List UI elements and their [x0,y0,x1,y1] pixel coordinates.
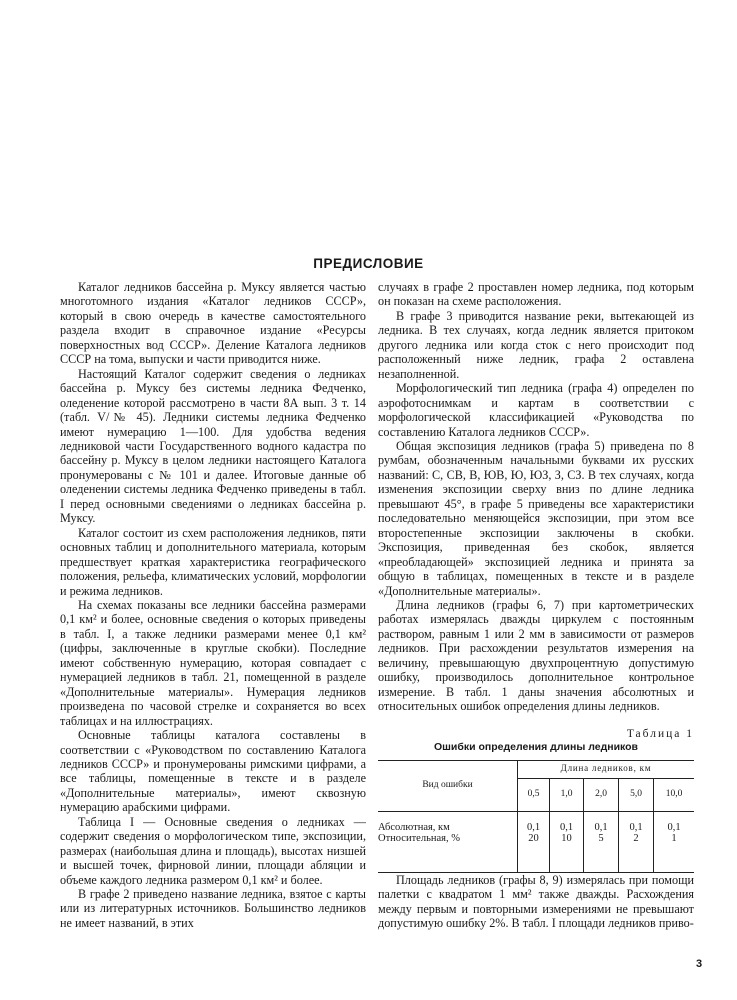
paragraph: В графе 3 приводится название реки, вытекающей из ледника. В тех случаях, когда ледник является притоком другого ледника или когда сток с него происходит под расположенный ниже ледник, графа 2 оставлена незаполненной. [378,308,694,381]
left-column [60,280,366,930]
value-relative: 2 [633,833,639,845]
value-relative: 20 [528,833,539,845]
paragraph: Общая экспозиция ледников (графа 5) приведена по 8 румбам, обозначенным начальными буквами их русских названий: С, СВ, В, ЮВ, Ю, ЮЗ, З, СЗ. В тех случаях, когда изменения экспозиции сверху вниз по длине ледника превышают 45°, в графе 5 приведены все характеристики последовательно меняющейся экспозиции, при этом все второстепенные экспозиции заключены в скобки. Экспозиция, приведенная без скобок, является «преобладающей» экспозицией ледника и принята за общую в таблицах, помещенных в тексте и в разделе «Дополнительные материалы». [378,438,694,598]
value-relative: 10 [561,833,572,845]
value-absolute: 0,1 [667,821,681,833]
table-cell [654,811,695,872]
value-relative: 5 [598,833,604,845]
paragraph: Морфологический тип ледника (графа 4) определен по аэрофотоснимкам и картам в соответствии с морфологической классификацией «Руководства по составлению Каталога ледников СССР». [378,381,694,439]
paragraph: Длина ледников (графы 6, 7) при картометрических работах измерялась дважды циркулем с постоянным раствором, равным 1 или 2 мм в зависимости от размеров ледников. При расхождении результатов измерения на величину, превышающую двухпроцентную допустимую ошибку, производилось дополнительное контрольное измерение. В табл. 1 даны значения абсолютных и относительных ошибок определения длины ледников. [378,597,694,714]
error-table [378,760,694,873]
paragraph: Таблица I — Основные сведения о ледниках — содержит сведения о морфологическом типе, экспозиции, размерах (наибольшая длина и площадь), высотах низшей и высшей точек, фирновой линии, площади абляции и объеме каждого ледника размером 0,1 км² и более. [60,814,366,887]
table-caption: Таблица 1 [626,727,694,740]
table-length-header: 2,0 [584,778,619,811]
table-row [378,811,694,872]
paragraph: случаях в графе 2 проставлен номер ледника, под которым он показан на схеме расположения. [378,280,694,309]
table-cell [619,811,654,872]
paragraph: На схемах показаны все ледники бассейна размерами 0,1 км² и более, основные сведения о которых приведены в табл. I, а также ледники размерами менее 0,1 км² (цифры, заключенные в круглые скобки). Последние имеют собственную нумерацию, которая совпадает с нумерацией ледников в табл. 21, помещенной в разделе «Дополнительные материалы». Нумерация ледников произведена по часовой стрелке и сохраняется во всех таблицах и на иллюстрациях. [60,597,366,728]
paragraph: Каталог ледников бассейна р. Муксу является частью многотомного издания «Каталог ледников СССР», который в свою очередь в качестве самостоятельного раздела входит в справочное издание «Ресурсы поверхностных вод СССР». Деление Каталога ледников СССР на тома, выпуски и части приводится ниже. [60,280,366,367]
paragraph: В графе 2 приведено название ледника, взятое с карты или из литературных источников. Большинство ледников не имеет названий, в этих [60,887,366,930]
table-span-header: Длина ледников, км [518,760,695,778]
paragraph: Площадь ледников (графы 8, 9) измерялась при помощи палетки с квадратом 1 мм² также дважды. Расхождения между первым и повторными измерениями не превышают допустимую ошибку 2%. В табл. I площади ледников приво- [378,872,694,930]
value-absolute: 0,1 [526,821,541,833]
table-length-header: 1,0 [550,778,584,811]
paragraph: Настоящий Каталог содержит сведения о ледниках бассейна р. Муксу без системы ледника Федченко, оледенение которой рассмотрено в части 8А вып. 3 т. 14 (табл. V/№ 45). Ледники системы ледника Федченко имеют нумерацию 1—100. Для удобства ведения ледниковой части Государственного водного кадастра по бассейну р. Муксу в целом ледники настоящего Каталога пронумерованы с № 101 и далее. Итоговые данные об оледенении системы ледника Федченко приведены в табл. I перед основными сведениями о ледниках бассейна р. Муксу. [60,366,366,526]
table-title: Ошибки определения длины ледников [433,740,639,753]
right-column [378,280,694,930]
value-absolute: 0,1 [629,821,643,833]
table-kind-header: Вид ошибки [378,760,518,811]
value-absolute: 0,1 [559,821,574,833]
table-length-header: 10,0 [654,778,695,811]
table-length-header: 0,5 [518,778,550,811]
page-title: ПРЕДИСЛОВИЕ [313,256,424,271]
value-absolute: 0,1 [594,821,608,833]
value-relative: 1 [671,833,677,845]
table-cell [550,811,584,872]
row-label-absolute: Абсолютная, км [378,821,450,833]
paragraph: Каталог состоит из схем расположения ледников, пяти основных таблиц и дополнительного материала, которым предшествует краткая характеристика географического положения, рельефа, климатических условий, морфологии и режима ледников. [60,525,366,598]
table-length-header: 5,0 [619,778,654,811]
table-cell [584,811,619,872]
paragraph: Основные таблицы каталога составлены в соответствии с «Руководством по составлению Каталога ледников СССР» и пронумерованы римскими цифрами, а все таблицы, помещенные в тексте и в разделе «Дополнительные материалы», имеют сквозную нумерацию арабскими цифрами. [60,728,366,815]
table-row-labels [378,811,518,872]
table-cell [518,811,550,872]
page-number: 3 [696,958,703,970]
row-label-relative: Относительная, % [378,833,460,845]
